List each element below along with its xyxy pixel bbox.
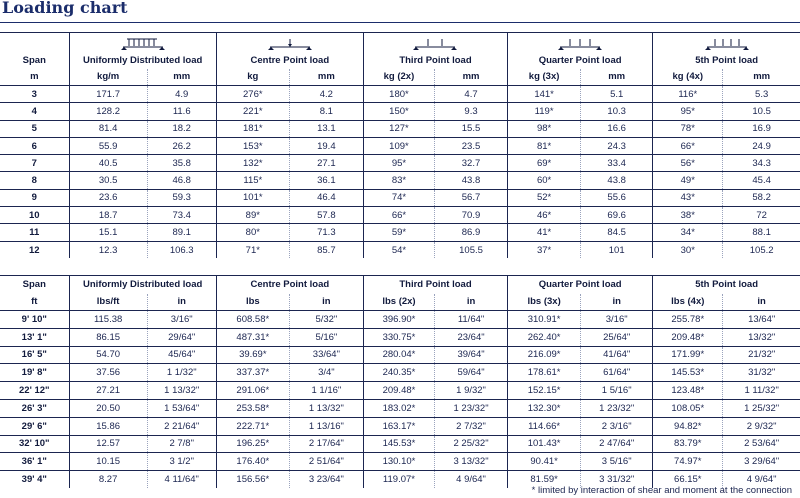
deflection-value: 1 13/32" — [147, 382, 216, 400]
deflection-value: 59.3 — [147, 189, 216, 206]
load-value: 52* — [508, 189, 581, 206]
load-value: 209.48* — [653, 328, 723, 346]
load-value: 66* — [363, 207, 434, 224]
span-value: 13' 1" — [0, 328, 69, 346]
load-type-quarter: Quarter Point load — [508, 276, 653, 294]
load-value: 34* — [653, 224, 723, 241]
load-value: 18.7 — [69, 207, 147, 224]
deflection-value: 2 21/64" — [147, 417, 216, 435]
unit-header: lbs (2x) — [382, 296, 416, 308]
deflection-value: 41/64" — [581, 346, 653, 364]
load-value: 153* — [216, 137, 289, 154]
deflection-value: 13.1 — [289, 120, 363, 137]
unit-header: lbs (4x) — [671, 296, 705, 308]
load-value: 46* — [508, 207, 581, 224]
unit-header: lbs/ft — [96, 296, 120, 308]
deflection-value: 3 1/2" — [147, 453, 216, 471]
span-value: 36' 1" — [0, 453, 69, 471]
deflection-value: 3 13/32" — [435, 453, 508, 471]
deflection-value: 46.8 — [147, 172, 216, 189]
unit-header: kg (3x) — [528, 71, 560, 83]
unit-header: in — [147, 294, 216, 311]
load-value: 20.50 — [69, 399, 147, 417]
load-type-third: Third Point load — [363, 53, 507, 69]
table-row — [0, 311, 800, 329]
span-value: 5 — [0, 120, 69, 137]
load-value: 80* — [216, 224, 289, 241]
deflection-value: 69.6 — [581, 207, 653, 224]
load-value: 171.99* — [653, 346, 723, 364]
load-value: 127* — [363, 120, 434, 137]
load-value: 54.70 — [69, 346, 147, 364]
deflection-value: 5.3 — [723, 86, 800, 103]
deflection-value: 89.1 — [147, 224, 216, 241]
load-type-centre: Centre Point load — [216, 53, 363, 69]
load-value: 141* — [508, 86, 581, 103]
deflection-value: 29/64" — [147, 328, 216, 346]
deflection-value: 1 13/16" — [289, 417, 363, 435]
deflection-value: 2 25/32" — [435, 435, 508, 453]
span-value: 12 — [0, 241, 69, 258]
deflection-value: 36.1 — [289, 172, 363, 189]
load-value: 40.5 — [69, 155, 147, 172]
footnote: * limited by interaction of shear and moment at the connection — [531, 485, 792, 496]
load-value: 253.58* — [216, 399, 289, 417]
deflection-value: 25/64" — [581, 328, 653, 346]
deflection-value: 101 — [581, 241, 653, 258]
deflection-value: 3 29/64" — [723, 453, 800, 471]
load-value: 37* — [508, 241, 581, 258]
table-row — [0, 207, 800, 224]
load-value: 71* — [216, 241, 289, 258]
load-value: 54* — [363, 241, 434, 258]
load-value: 66* — [653, 137, 723, 154]
table-row — [0, 155, 800, 172]
span-value: 16' 5" — [0, 346, 69, 364]
table-row — [0, 120, 800, 137]
deflection-value: 4.2 — [289, 86, 363, 103]
span-unit: m — [0, 69, 69, 86]
deflection-value: 26.2 — [147, 137, 216, 154]
deflection-value: 4 9/64" — [723, 471, 800, 489]
unit-header: kg — [247, 71, 259, 83]
load-value: 178.61* — [508, 364, 581, 382]
unit-header: in — [289, 294, 363, 311]
deflection-value: 2 17/64" — [289, 435, 363, 453]
deflection-value: 86.9 — [434, 224, 507, 241]
deflection-value: 4.9 — [147, 86, 216, 103]
centre-point-icon — [216, 33, 363, 53]
load-value: 90.41* — [508, 453, 581, 471]
deflection-value: 39/64" — [435, 346, 508, 364]
load-value: 115* — [216, 172, 289, 189]
imperial-table — [0, 275, 800, 488]
deflection-value: 13/32" — [723, 328, 800, 346]
load-value: 291.06* — [216, 382, 289, 400]
deflection-value: 23/64" — [435, 328, 508, 346]
load-value: 98* — [508, 120, 581, 137]
deflection-value: 31/32" — [723, 364, 800, 382]
load-value: 145.53* — [363, 435, 434, 453]
span-label: Span — [0, 53, 69, 69]
load-value: 119* — [508, 103, 581, 120]
deflection-value: 46.4 — [289, 189, 363, 206]
deflection-value: 21/32" — [723, 346, 800, 364]
deflection-value: 8.1 — [289, 103, 363, 120]
deflection-value: 5/16" — [289, 328, 363, 346]
deflection-value: 45.4 — [723, 172, 800, 189]
table-row — [0, 189, 800, 206]
deflection-value: 1 53/64" — [147, 399, 216, 417]
deflection-value: 33.4 — [581, 155, 653, 172]
load-value: 396.90* — [363, 311, 434, 329]
table-row — [0, 86, 800, 103]
load-value: 221* — [216, 103, 289, 120]
load-value: 41* — [508, 224, 581, 241]
title-rule — [0, 22, 800, 23]
load-value: 86.15 — [69, 328, 147, 346]
load-value: 55.9 — [69, 137, 147, 154]
deflection-value: 2 51/64" — [289, 453, 363, 471]
deflection-value: 3/16" — [581, 311, 653, 329]
load-value: 74.97* — [653, 453, 723, 471]
load-value: 30* — [653, 241, 723, 258]
deflection-value: 9.3 — [434, 103, 507, 120]
load-value: 132.30* — [508, 399, 581, 417]
load-value: 114.66* — [508, 417, 581, 435]
third-point-icon — [363, 33, 507, 53]
deflection-value: 3 31/32" — [581, 471, 653, 489]
load-value: 130.10* — [363, 453, 434, 471]
load-value: 95* — [363, 155, 434, 172]
unit-header: kg (2x) — [383, 71, 415, 83]
deflection-value: 43.8 — [581, 172, 653, 189]
load-value: 95* — [653, 103, 723, 120]
deflection-value: 105.5 — [434, 241, 507, 258]
load-value: 209.48* — [363, 382, 434, 400]
deflection-value: 2 3/16" — [581, 417, 653, 435]
deflection-value: 1 5/16" — [581, 382, 653, 400]
deflection-value: 84.5 — [581, 224, 653, 241]
load-value: 280.04* — [363, 346, 434, 364]
load-value: 10.15 — [69, 453, 147, 471]
load-value: 27.21 — [69, 382, 147, 400]
deflection-value: 72 — [723, 207, 800, 224]
load-value: 276* — [216, 86, 289, 103]
deflection-value: 4 9/64" — [435, 471, 508, 489]
load-value: 30.5 — [69, 172, 147, 189]
deflection-value: 32.7 — [434, 155, 507, 172]
span-value: 6 — [0, 137, 69, 154]
deflection-value: 33/64" — [289, 346, 363, 364]
load-value: 74* — [363, 189, 434, 206]
deflection-value: 2 47/64" — [581, 435, 653, 453]
load-value: 89* — [216, 207, 289, 224]
load-value: 15.86 — [69, 417, 147, 435]
load-value: 83.79* — [653, 435, 723, 453]
deflection-value: 35.8 — [147, 155, 216, 172]
deflection-value: 1 25/32" — [723, 399, 800, 417]
deflection-value: 3/16" — [147, 311, 216, 329]
load-value: 101* — [216, 189, 289, 206]
load-value: 49* — [653, 172, 723, 189]
load-value: 81* — [508, 137, 581, 154]
load-value: 196.25* — [216, 435, 289, 453]
table-row — [0, 328, 800, 346]
load-value: 145.53* — [653, 364, 723, 382]
table-row — [0, 103, 800, 120]
load-value: 94.82* — [653, 417, 723, 435]
span-value: 29' 6" — [0, 417, 69, 435]
load-value: 69* — [508, 155, 581, 172]
load-value: 262.40* — [508, 328, 581, 346]
load-value: 59* — [363, 224, 434, 241]
fifth-point-icon — [653, 33, 800, 53]
deflection-value: 34.3 — [723, 155, 800, 172]
load-value: 109* — [363, 137, 434, 154]
span-label: Span — [0, 276, 69, 294]
load-value: 222.71* — [216, 417, 289, 435]
table-row — [0, 453, 800, 471]
load-value: 183.02* — [363, 399, 434, 417]
span-value: 19' 8" — [0, 364, 69, 382]
table-row — [0, 364, 800, 382]
table-row — [0, 241, 800, 258]
load-type-udl: Uniformly Distributed load — [69, 276, 216, 294]
load-value: 123.48* — [653, 382, 723, 400]
load-type-udl: Uniformly Distributed load — [69, 53, 216, 69]
deflection-value: 73.4 — [147, 207, 216, 224]
span-value: 26' 3" — [0, 399, 69, 417]
span-value: 9' 10" — [0, 311, 69, 329]
load-value: 15.1 — [69, 224, 147, 241]
table-row — [0, 224, 800, 241]
load-type-quarter: Quarter Point load — [508, 53, 653, 69]
span-value: 9 — [0, 189, 69, 206]
load-value: 152.15* — [508, 382, 581, 400]
load-value: 310.91* — [508, 311, 581, 329]
deflection-value: 1 11/32" — [723, 382, 800, 400]
load-type-fifth: 5th Point load — [653, 276, 800, 294]
load-value: 176.40* — [216, 453, 289, 471]
deflection-value: 43.8 — [434, 172, 507, 189]
deflection-value: 4.7 — [434, 86, 507, 103]
deflection-value: 23.5 — [434, 137, 507, 154]
load-value: 608.58* — [216, 311, 289, 329]
load-value: 38* — [653, 207, 723, 224]
span-value: 11 — [0, 224, 69, 241]
unit-header: mm — [289, 69, 363, 86]
deflection-value: 1 13/32" — [289, 399, 363, 417]
deflection-value: 59/64" — [435, 364, 508, 382]
deflection-value: 85.7 — [289, 241, 363, 258]
deflection-value: 5.1 — [581, 86, 653, 103]
load-value: 60* — [508, 172, 581, 189]
load-value: 132* — [216, 155, 289, 172]
load-type-third: Third Point load — [363, 276, 507, 294]
deflection-value: 13/64" — [723, 311, 800, 329]
load-value: 216.09* — [508, 346, 581, 364]
load-value: 66.15* — [653, 471, 723, 489]
table-row — [0, 435, 800, 453]
load-value: 330.75* — [363, 328, 434, 346]
deflection-value: 10.5 — [723, 103, 800, 120]
deflection-value: 2 9/32" — [723, 417, 800, 435]
deflection-value: 55.6 — [581, 189, 653, 206]
load-value: 156.56* — [216, 471, 289, 489]
table-row — [0, 137, 800, 154]
span-value: 4 — [0, 103, 69, 120]
span-value: 22' 12" — [0, 382, 69, 400]
deflection-value: 4 11/64" — [147, 471, 216, 489]
span-value: 8 — [0, 172, 69, 189]
deflection-value: 1 23/32" — [581, 399, 653, 417]
deflection-value: 27.1 — [289, 155, 363, 172]
span-unit: ft — [0, 294, 69, 311]
deflection-value: 11.6 — [147, 103, 216, 120]
deflection-value: 2 7/8" — [147, 435, 216, 453]
metric-table — [0, 32, 800, 258]
load-value: 56* — [653, 155, 723, 172]
span-value: 7 — [0, 155, 69, 172]
deflection-value: 3 23/64" — [289, 471, 363, 489]
unit-header: kg (4x) — [672, 71, 704, 83]
unit-header: mm — [581, 69, 653, 86]
unit-header: mm — [434, 69, 507, 86]
span-header-blank — [0, 33, 69, 53]
load-value: 128.2 — [69, 103, 147, 120]
load-value: 12.3 — [69, 241, 147, 258]
span-value: 32' 10" — [0, 435, 69, 453]
udl-icon — [69, 33, 216, 53]
deflection-value: 1 1/16" — [289, 382, 363, 400]
deflection-value: 1 23/32" — [435, 399, 508, 417]
span-value: 39' 4" — [0, 471, 69, 489]
deflection-value: 1 9/32" — [435, 382, 508, 400]
deflection-value: 70.9 — [434, 207, 507, 224]
deflection-value: 88.1 — [723, 224, 800, 241]
load-value: 119.07* — [363, 471, 434, 489]
load-value: 150* — [363, 103, 434, 120]
load-value: 255.78* — [653, 311, 723, 329]
deflection-value: 58.2 — [723, 189, 800, 206]
load-value: 83* — [363, 172, 434, 189]
deflection-value: 10.3 — [581, 103, 653, 120]
load-type-centre: Centre Point load — [216, 276, 363, 294]
table-row — [0, 172, 800, 189]
deflection-value: 3/4" — [289, 364, 363, 382]
unit-header: in — [723, 294, 800, 311]
deflection-value: 106.3 — [147, 241, 216, 258]
load-value: 163.17* — [363, 417, 434, 435]
load-value: 487.31* — [216, 328, 289, 346]
load-value: 81.59* — [508, 471, 581, 489]
quarter-point-icon — [508, 33, 653, 53]
load-value: 108.05* — [653, 399, 723, 417]
load-value: 37.56 — [69, 364, 147, 382]
load-value: 23.6 — [69, 189, 147, 206]
deflection-value: 24.3 — [581, 137, 653, 154]
span-value: 10 — [0, 207, 69, 224]
unit-header: mm — [723, 69, 800, 86]
unit-header: lbs — [245, 296, 260, 308]
unit-header: mm — [147, 69, 216, 86]
deflection-value: 1 1/32" — [147, 364, 216, 382]
load-type-fifth: 5th Point load — [695, 55, 759, 66]
load-value: 181* — [216, 120, 289, 137]
deflection-value: 16.6 — [581, 120, 653, 137]
deflection-value: 15.5 — [434, 120, 507, 137]
load-value: 43* — [653, 189, 723, 206]
load-value: 180* — [363, 86, 434, 103]
deflection-value: 19.4 — [289, 137, 363, 154]
load-value: 115.38 — [69, 311, 147, 329]
unit-header: lbs (3x) — [527, 296, 561, 308]
load-value: 101.43* — [508, 435, 581, 453]
load-value: 12.57 — [69, 435, 147, 453]
deflection-value: 11/64" — [435, 311, 508, 329]
table-row — [0, 417, 800, 435]
deflection-value: 45/64" — [147, 346, 216, 364]
load-value: 8.27 — [69, 471, 147, 489]
deflection-value: 105.2 — [723, 241, 800, 258]
table-row — [0, 399, 800, 417]
unit-header: in — [435, 294, 508, 311]
deflection-value: 57.8 — [289, 207, 363, 224]
load-value: 78* — [653, 120, 723, 137]
deflection-value: 16.9 — [723, 120, 800, 137]
deflection-value: 2 53/64" — [723, 435, 800, 453]
deflection-value: 24.9 — [723, 137, 800, 154]
span-value: 3 — [0, 86, 69, 103]
table-row — [0, 382, 800, 400]
load-value: 81.4 — [69, 120, 147, 137]
deflection-value: 3 5/16" — [581, 453, 653, 471]
load-value: 116* — [653, 86, 723, 103]
unit-header: kg/m — [97, 71, 120, 83]
unit-header: in — [581, 294, 653, 311]
load-value: 337.37* — [216, 364, 289, 382]
load-value: 171.7 — [69, 86, 147, 103]
deflection-value: 18.2 — [147, 120, 216, 137]
load-value: 240.35* — [363, 364, 434, 382]
deflection-value: 61/64" — [581, 364, 653, 382]
deflection-value: 2 7/32" — [435, 417, 508, 435]
table-row — [0, 346, 800, 364]
deflection-value: 71.3 — [289, 224, 363, 241]
deflection-value: 56.7 — [434, 189, 507, 206]
page-title: Loading chart — [2, 0, 128, 17]
deflection-value: 5/32" — [289, 311, 363, 329]
load-value: 39.69* — [216, 346, 289, 364]
